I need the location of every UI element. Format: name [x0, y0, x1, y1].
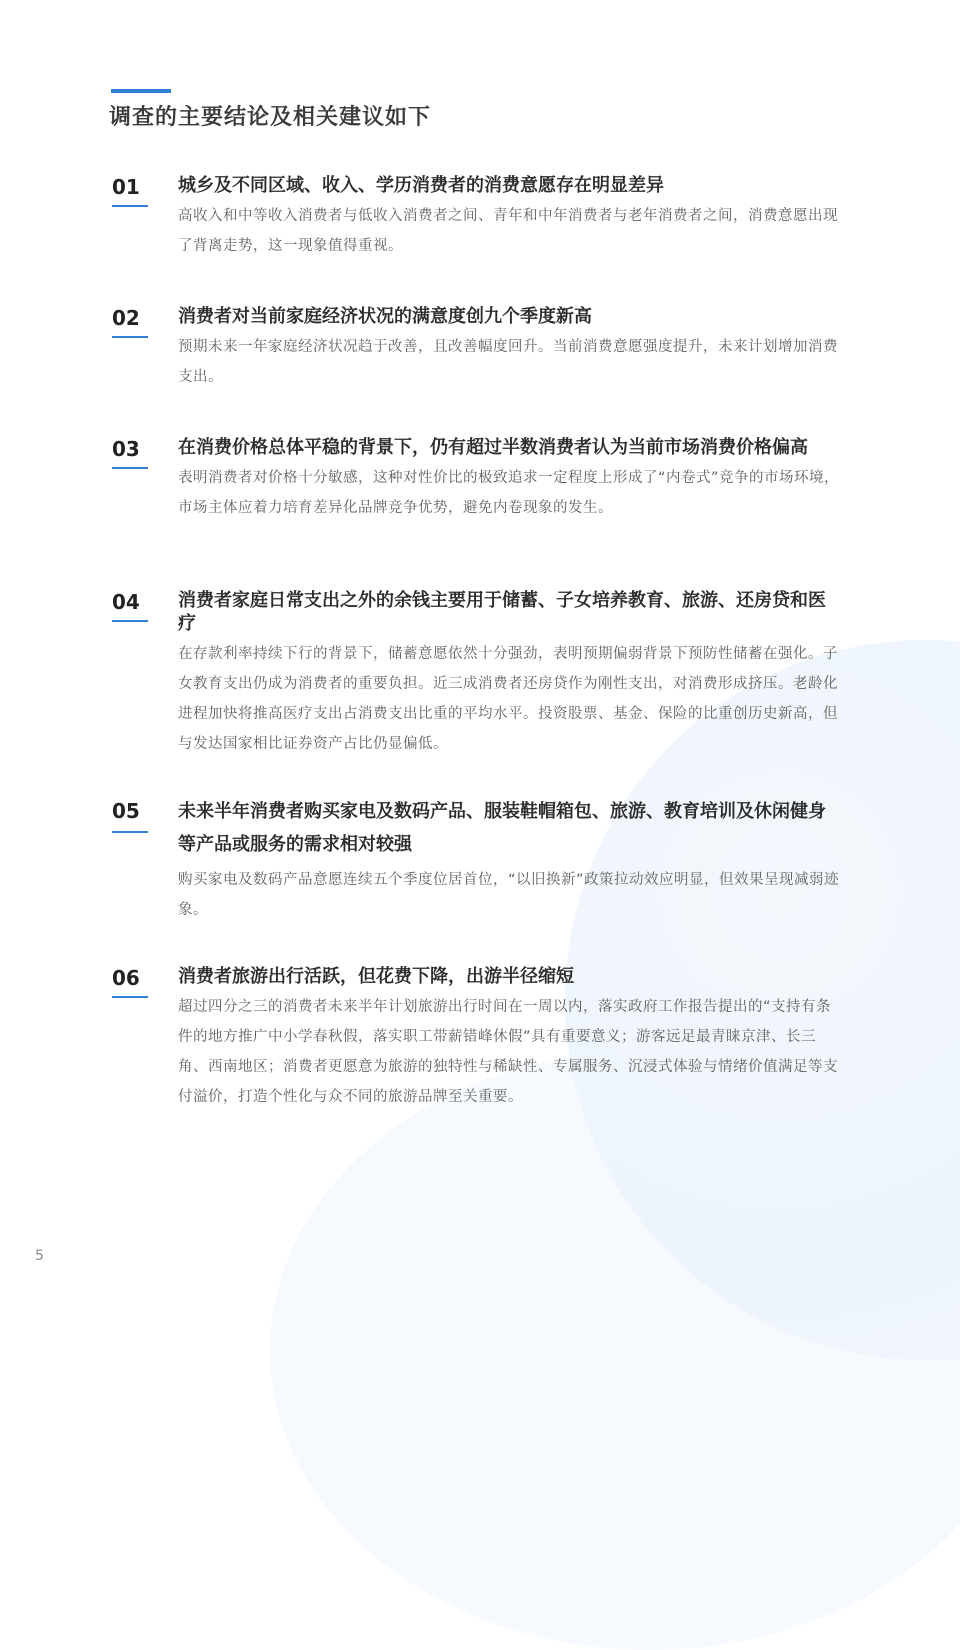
finding-number: 05: [112, 799, 140, 823]
finding-number-rule: [112, 205, 148, 207]
finding-number: 06: [112, 966, 140, 990]
finding-title: 在消费价格总体平稳的背景下，仍有超过半数消费者认为当前市场消费价格偏高: [178, 437, 808, 458]
finding-description: 在存款利率持续下行的背景下，储蓄意愿依然十分强劲，表明预期偏弱背景下预防性储蓄在强化。子女教育支出仍成为消费者的重要负担。近三成消费者还房贷作为刚性支出，对消费形成挤压。老龄化进程加快将推高医疗支出占消费支出比重的平均水平。投资股票、基金、保险的比重创历史新高，但与发达国家相比证券资产占比仍显偏低。: [178, 646, 838, 752]
finding-number-rule: [112, 467, 148, 469]
finding-description: 超过四分之三的消费者未来半年计划旅游出行时间在一周以内，落实政府工作报告提出的“支持有条件的地方推广中小学春秋假，落实职工带薪错峰休假”具有重要意义；游客远足最青睐京津、长三角、西南地区；消费者更愿意为旅游的独特性与稀缺性、专属服务、沉浸式体验与情绪价值满足等支付溢价，打造个性化与众不同的旅游品牌至关重要。: [178, 999, 838, 1105]
finding-description: 表明消费者对价格十分敏感，这种对性价比的极致追求一定程度上形成了“内卷式”竞争的市场环境，市场主体应着力培育差异化品牌竞争优势，避免内卷现象的发生。: [178, 470, 840, 516]
finding-description: 高收入和中等收入消费者与低收入消费者之间、青年和中年消费者与老年消费者之间，消费意愿出现了背离走势，这一现象值得重视。: [178, 208, 838, 254]
finding-number-rule: [112, 831, 148, 833]
finding-number: 01: [112, 175, 140, 199]
page-number: 5: [35, 1248, 44, 1264]
finding-body: [178, 965, 843, 1112]
finding-number: 04: [112, 590, 140, 614]
finding-body: [178, 795, 843, 925]
finding-title: 消费者家庭日常支出之外的余钱主要用于储蓄、子女培养教育、旅游、还房贷和医疗: [178, 590, 826, 634]
finding-number-rule: [112, 996, 148, 998]
finding-number-rule: [112, 336, 148, 338]
heading-accent-rule: [111, 89, 171, 93]
finding-title: 消费者对当前家庭经济状况的满意度创九个季度新高: [178, 306, 592, 327]
finding-body: [178, 305, 843, 392]
section-heading: 调查的主要结论及相关建议如下: [109, 105, 432, 130]
finding-number: 02: [112, 306, 140, 330]
finding-description: 购买家电及数码产品意愿连续五个季度位居首位，“以旧换新”政策拉动效应明显，但效果呈现减弱迹象。: [178, 872, 840, 918]
finding-description: 预期未来一年家庭经济状况趋于改善，且改善幅度回升。当前消费意愿强度提升，未来计划增加消费支出。: [178, 339, 838, 385]
finding-number: 03: [112, 437, 140, 461]
finding-title: 消费者旅游出行活跃，但花费下降，出游半径缩短: [178, 966, 574, 987]
finding-title: 未来半年消费者购买家电及数码产品、服装鞋帽箱包、旅游、教育培训及休闲健身等产品或服务的需求相对较强: [178, 801, 826, 855]
finding-body: [178, 174, 843, 261]
finding-body: [178, 589, 843, 759]
finding-title: 城乡及不同区域、收入、学历消费者的消费意愿存在明显差异: [178, 175, 664, 196]
finding-number-rule: [112, 620, 148, 622]
finding-body: [178, 436, 843, 523]
